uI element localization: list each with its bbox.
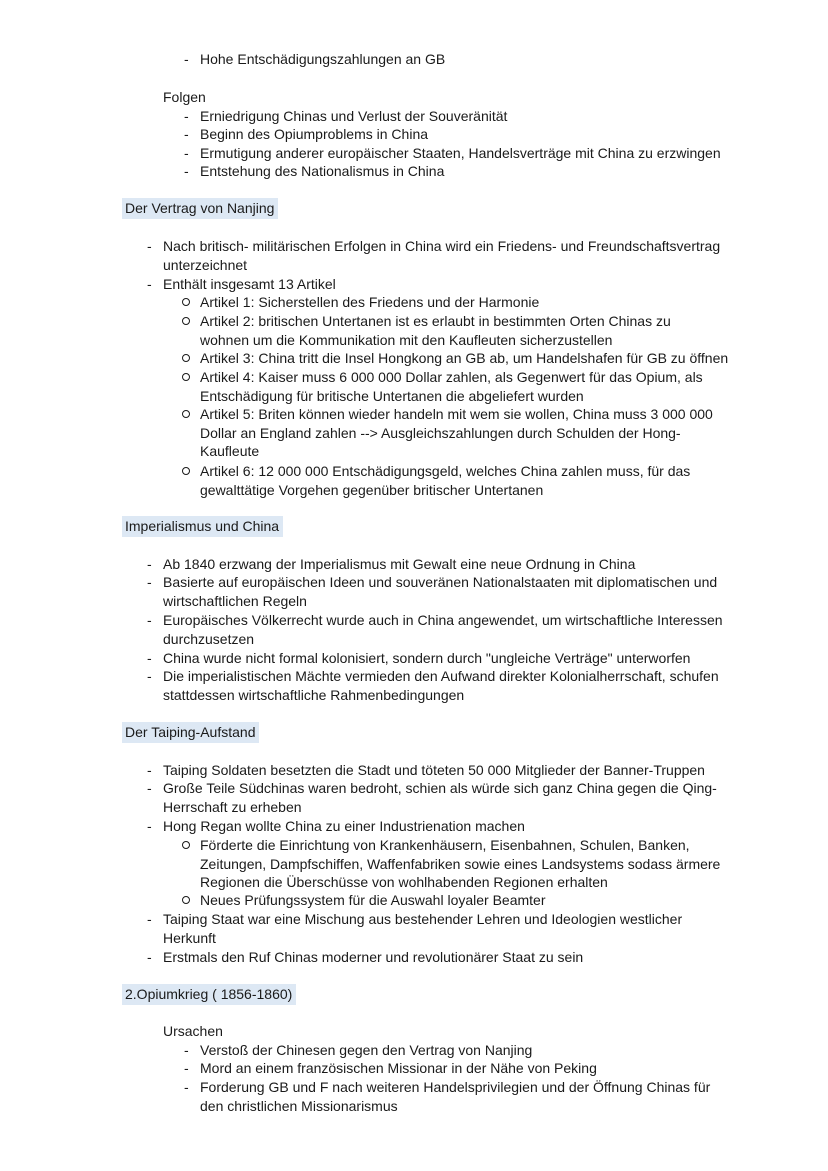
list-item-line: Taiping Soldaten besetzten die Stadt und töteten 50 000 Mitglieder der Banner-Truppen (163, 762, 705, 778)
list-item-line: Entstehung des Nationalismus in China (200, 163, 445, 179)
list-item-line: Artikel 3: China tritt die Insel Hongkong an GB ab, um Handelshafen für GB zu öffnen (200, 350, 729, 366)
list-item-line: Europäisches Völkerrecht wurde auch in China angewendet, um wirtschaftliche Interessen (163, 612, 723, 628)
list-item-line: Ermutigung anderer europäischer Staaten, Handelsverträge mit China zu erzwingen (200, 145, 721, 161)
dash-bullet-icon: - (147, 574, 152, 590)
dash-bullet-icon: - (147, 780, 152, 796)
list-item-line: China wurde nicht formal kolonisiert, sondern durch "ungleiche Verträge" unterworfen (163, 650, 691, 666)
list-item-line: Hong Regan wollte China zu einer Industrienation machen (163, 818, 525, 834)
dash-bullet-icon: - (147, 668, 152, 684)
list-item-line: Taiping Staat war eine Mischung aus bestehender Lehren und Ideologien westlicher (163, 911, 683, 927)
list-item-line: Ab 1840 erzwang der Imperialismus mit Gewalt eine neue Ordnung in China (163, 556, 636, 572)
list-item-line: Verstoß der Chinesen gegen den Vertrag von Nanjing (200, 1042, 533, 1058)
dash-bullet-icon: - (147, 276, 152, 292)
list-item-line: Entschädigung für britische Untertanen die abgeliefert wurden (200, 387, 584, 404)
dash-bullet-icon: - (184, 1042, 189, 1058)
list-item-line: durchzusetzen (163, 630, 255, 647)
list-item-line: Neues Prüfungssystem für die Auswahl loyaler Beamter (200, 892, 546, 908)
list-item-line: Regionen die Überschüsse von wohlhabenden Regionen erhalten (200, 874, 608, 891)
dash-bullet-icon: - (147, 650, 152, 666)
dash-bullet-icon: - (184, 163, 189, 179)
list-item-line: Förderte die Einrichtung von Krankenhäusern, Eisenbahnen, Schulen, Banken, (200, 837, 690, 853)
list-item-line: Beginn des Opiumproblems in China (200, 126, 429, 142)
dash-bullet-icon: - (184, 145, 189, 161)
list-item-line: Artikel 1: Sicherstellen des Friedens und der Harmonie (200, 294, 540, 310)
list-item-line: stattdessen wirtschaftliche Rahmenbedingungen (163, 686, 465, 703)
dash-bullet-icon: - (147, 911, 152, 927)
circle-bullet-icon (182, 896, 190, 904)
list-item-line: Hohe Entschädigungszahlungen an GB (200, 51, 446, 67)
list-item-line: Enthält insgesamt 13 Artikel (163, 276, 336, 292)
list-item-line: Mord an einem französischen Missionar in der Nähe von Peking (200, 1060, 597, 1076)
list-item-line: Artikel 2: britischen Untertanen ist es erlaubt in bestimmten Orten Chinas zu (200, 313, 671, 329)
sub-heading: Folgen (163, 89, 206, 105)
list-item-line: Herkunft (163, 929, 216, 946)
list-item-line: Kaufleute (200, 443, 260, 460)
list-item-line: Artikel 5: Briten können wieder handeln mit wem sie wollen, China muss 3 000 000 (200, 406, 713, 422)
dash-bullet-icon: - (147, 556, 152, 572)
sub-heading: Ursachen (163, 1023, 223, 1039)
list-item-line: Dollar an England zahlen --> Ausgleichszahlungen durch Schulden der Hong- (200, 424, 681, 441)
circle-bullet-icon (182, 317, 190, 325)
list-item-line: Artikel 4: Kaiser muss 6 000 000 Dollar zahlen, als Gegenwert für das Opium, als (200, 369, 703, 385)
dash-bullet-icon: - (184, 108, 189, 124)
dash-bullet-icon: - (147, 949, 152, 965)
dash-bullet-icon: - (147, 238, 152, 254)
list-item-line: unterzeichnet (163, 256, 248, 273)
dash-bullet-icon: - (147, 762, 152, 778)
list-item-line: Die imperialistischen Mächte vermieden den Aufwand direkter Kolonialherrschaft, schufen (163, 668, 719, 684)
dash-bullet-icon: - (184, 1079, 189, 1095)
dash-bullet-icon: - (147, 818, 152, 834)
list-item-line: wirtschaftlichen Regeln (163, 592, 307, 609)
list-item-line: den christlichen Missionarismus (200, 1097, 398, 1114)
list-item-line: Nach britisch- militärischen Erfolgen in China wird ein Friedens- und Freundschaftsvertrag (163, 238, 721, 254)
circle-bullet-icon (182, 410, 190, 418)
list-item-line: Herrschaft zu erheben (163, 798, 302, 815)
section-heading: Der Taiping-Aufstand (122, 722, 259, 743)
circle-bullet-icon (182, 298, 190, 306)
list-item-line: Forderung GB und F nach weiteren Handelsprivilegien und der Öffnung Chinas für (200, 1079, 711, 1095)
list-item-line: gewalttätige Vorgehen gegenüber britischer Untertanen (200, 481, 544, 498)
dash-bullet-icon: - (184, 126, 189, 142)
list-item-line: Basierte auf europäischen Ideen und souveränen Nationalstaaten mit diplomatischen und (163, 574, 718, 590)
dash-bullet-icon: - (184, 1060, 189, 1076)
circle-bullet-icon (182, 841, 190, 849)
list-item-line: Zeitungen, Dampfschiffen, Waffenfabriken sowie eines Landsystems sodass ärmere (200, 855, 721, 872)
list-item-line: wohnen um die Kommunikation mit den Kaufleuten sicherzustellen (200, 331, 613, 348)
circle-bullet-icon (182, 354, 190, 362)
circle-bullet-icon (182, 467, 190, 475)
dash-bullet-icon: - (147, 612, 152, 628)
dash-bullet-icon: - (184, 51, 189, 67)
section-heading: Der Vertrag von Nanjing (122, 198, 278, 219)
list-item-line: Erstmals den Ruf Chinas moderner und revolutionärer Staat zu sein (163, 949, 584, 965)
list-item-line: Große Teile Südchinas waren bedroht, schien als würde sich ganz China gegen die Qing- (163, 780, 717, 796)
section-heading: Imperialismus und China (122, 516, 283, 537)
section-heading: 2.Opiumkrieg ( 1856-1860) (122, 984, 296, 1005)
circle-bullet-icon (182, 373, 190, 381)
list-item-line: Artikel 6: 12 000 000 Entschädigungsgeld, welches China zahlen muss, für das (200, 463, 691, 479)
list-item-line: Erniedrigung Chinas und Verlust der Souveränität (200, 108, 508, 124)
